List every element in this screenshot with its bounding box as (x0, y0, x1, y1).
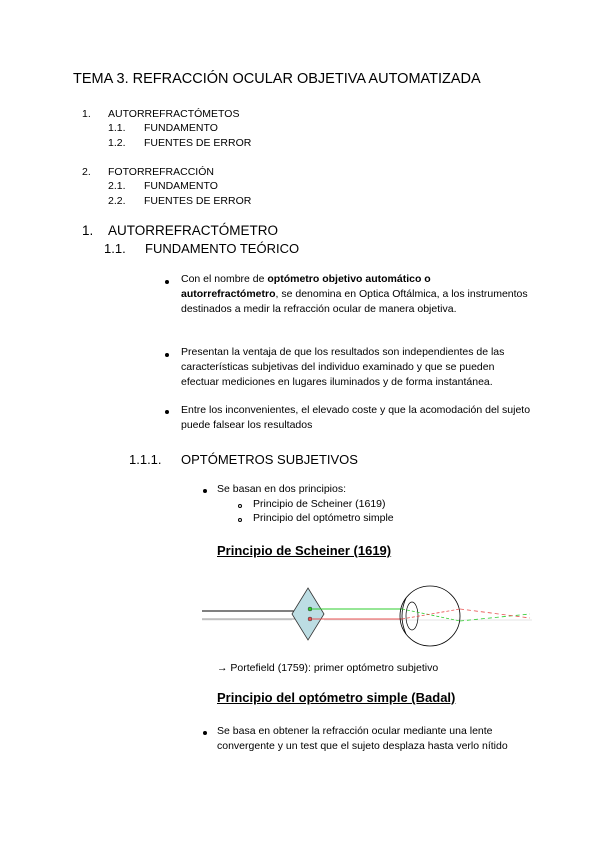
subsection-heading: FUNDAMENTO TEÓRICO (145, 241, 300, 256)
ray-red-back (460, 609, 530, 618)
figure-title-scheiner: Principio de Scheiner (1619) (217, 543, 392, 558)
bullet-icon (203, 489, 207, 493)
bullet-paragraph: Entre los inconvenientes, el elevado coste y que la acomodación del sujeto puede falsear los resultados (181, 404, 531, 431)
section-number: 1. (82, 223, 94, 238)
section-heading: AUTORREFRACTÓMETRO (108, 223, 279, 238)
porterfield-note: → Portefield (1759): primer optómetro subjetivo (217, 662, 439, 674)
bullet-icon (165, 410, 169, 414)
bullet-paragraph: Presentan la ventaja de que los resultados son independientes de las características subjetivas del individuo examinado y que se pueden efectuar mediciones en lugares iluminados y de forma instantánea. (181, 346, 505, 388)
toc-num: 2.1. (108, 180, 126, 192)
eye-globe (400, 586, 460, 646)
toc-item: FUNDAMENTO (144, 122, 218, 134)
bullet-paragraph: Se basa en obtener la refracción ocular mediante una lente convergente y un test que el sujeto desplaza hasta verlo nítido (217, 725, 508, 752)
subsubsection-heading: OPTÓMETROS SUBJETIVOS (181, 452, 358, 467)
bullet-paragraph: Con el nombre de optómetro objetivo automático o autorrefractómetro, se denomina en Optica Oftálmica, a los instrumentos destinados a medir la refracción ocular de manera objetiva. (181, 273, 528, 315)
crystalline-lens (406, 602, 418, 630)
toc-num: 1.1. (108, 122, 126, 134)
circle-bullet-icon (238, 504, 242, 508)
principles-intro: Se basan en dos principios: (217, 483, 346, 495)
toc-item: FUNDAMENTO (144, 180, 218, 192)
toc-num: 1.2. (108, 137, 126, 149)
principle-item: Principio de Scheiner (1619) (253, 498, 386, 510)
subsubsection-number: 1.1.1. (129, 452, 162, 467)
figure-title-badal: Principio del optómetro simple (Badal) (217, 690, 456, 705)
toc-num: 2.2. (108, 195, 126, 207)
bullet-icon (165, 280, 169, 284)
toc-item: AUTORREFRACTÓMETOS (108, 108, 240, 120)
principle-item: Principio del optómetro simple (253, 512, 394, 524)
pinhole-red (308, 617, 312, 621)
toc-item: FOTORREFRACCIÓN (108, 166, 214, 178)
circle-bullet-icon (238, 518, 242, 522)
page-title: TEMA 3. REFRACCIÓN OCULAR OBJETIVA AUTOMATIZADA (73, 71, 481, 87)
toc-num: 1. (82, 108, 91, 120)
ray-red-inside (402, 609, 460, 619)
toc-item: FUENTES DE ERROR (144, 137, 252, 149)
toc-item: FUENTES DE ERROR (144, 195, 252, 207)
bullet-icon (203, 731, 207, 735)
pinhole-green (308, 607, 312, 611)
scheiner-diagram (202, 574, 532, 652)
ray-green-inside (402, 609, 460, 621)
toc-num: 2. (82, 166, 91, 178)
subsection-number: 1.1. (104, 241, 126, 256)
scheiner-disc (292, 588, 324, 640)
bullet-icon (165, 353, 169, 357)
